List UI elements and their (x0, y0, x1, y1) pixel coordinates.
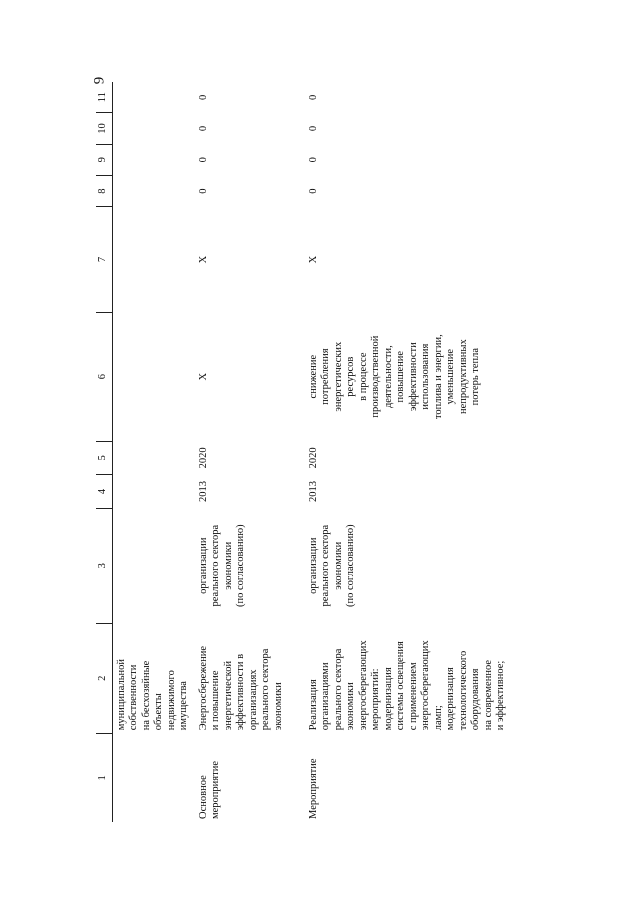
executor-cell (112, 508, 195, 623)
column-header: 2 (96, 623, 112, 733)
cell-line: использования (420, 343, 431, 410)
column-10-cell: 0 (307, 125, 319, 132)
cell-line: эффективности (407, 342, 419, 412)
start-year-cell: 2013 (307, 480, 319, 502)
measure-name-cell (195, 623, 305, 733)
cell-line: в процессе (357, 352, 369, 401)
column-10-cell: 0 (197, 125, 209, 132)
column-11-cell: 0 (197, 94, 209, 101)
cell-line: уменьшение (445, 348, 456, 405)
measure-type-cell: Мероприятие (307, 758, 319, 819)
cell-line: объекты (153, 693, 164, 731)
expected-result-cell (195, 312, 305, 441)
expected-result-cell (112, 312, 195, 441)
cell-line: производственной (370, 335, 381, 418)
column-header: 5 (96, 441, 112, 475)
table-row (112, 82, 195, 822)
cell-line: деятельности, (382, 345, 394, 409)
column-header: 7 (96, 207, 112, 313)
column-9-cell: 0 (197, 157, 209, 163)
cell-line: повышение (395, 350, 406, 403)
cell-line: системы освещения (395, 641, 406, 731)
cell-line: топлива и энергии, (432, 334, 444, 420)
column-10-cell (112, 113, 195, 144)
column-11-cell: 0 (307, 94, 319, 101)
measure-type-cell: Основное мероприятие (197, 761, 221, 819)
cell-line: снижение (307, 354, 319, 399)
page-number: 9 (91, 76, 108, 85)
cell-line: муниципальной (115, 659, 127, 731)
cell-line: имущества (178, 681, 189, 731)
cell-line: реального сектора (260, 648, 271, 731)
column-7-cell: Х (307, 255, 319, 264)
cell-line: организациях (247, 669, 259, 731)
column-header: 1 (96, 733, 112, 822)
column-8-cell (112, 175, 195, 206)
column-9-cell (112, 144, 195, 175)
cell-line: Реализация (307, 679, 319, 731)
cell-line: реального сектора (210, 524, 221, 607)
column-header: 9 (96, 144, 112, 175)
cell-line: потребления (320, 348, 331, 405)
cell-line: экономики (345, 682, 356, 731)
column-header: 4 (96, 475, 112, 509)
executor-cell (305, 508, 567, 623)
expected-result-cell (305, 312, 567, 441)
cell-line: потерь тепла (470, 347, 481, 406)
cell-line: собственности (128, 664, 139, 731)
cell-line: реального сектора (320, 524, 331, 607)
column-7-cell: Х (197, 255, 209, 264)
end-year-cell: 2020 (197, 447, 209, 469)
cell-line: оборудования (470, 668, 481, 731)
cell-line: мероприятий: (370, 668, 381, 731)
column-number-row (96, 82, 112, 822)
cell-line: ламп; (432, 705, 444, 731)
measure-name-cell (112, 623, 195, 733)
measure-type-cell (112, 733, 195, 822)
column-header: 11 (96, 82, 112, 113)
cell-line: эффективности в (235, 653, 246, 731)
cell-line: (по согласованию) (235, 524, 246, 607)
column-header: 6 (96, 312, 112, 441)
column-7-cell (112, 207, 195, 313)
measure-name-cell (305, 623, 567, 733)
column-header: 8 (96, 175, 112, 206)
cell-line: экономики (222, 541, 234, 590)
cell-line: ресурсов (345, 356, 356, 397)
cell-line: с применением (407, 662, 419, 731)
cell-line: технологического (457, 650, 469, 731)
cell-line: энергетической (222, 660, 234, 731)
cell-line: организациями (320, 662, 331, 731)
cell-line: энергосберегающих (420, 640, 431, 731)
cell-line: Энергосбережение (197, 646, 209, 731)
cell-line: Х (197, 372, 209, 381)
measures-table (96, 82, 567, 822)
cell-line: недвижимого (165, 670, 177, 731)
cell-line: энергетических (332, 341, 344, 412)
column-header: 10 (96, 113, 112, 144)
cell-line: (по согласованию) (345, 524, 356, 607)
cell-line: модернизация (445, 667, 456, 731)
executor-cell (195, 508, 305, 623)
column-9-cell: 0 (307, 157, 319, 163)
cell-line: на современное (482, 660, 494, 731)
column-8-cell: 0 (307, 188, 319, 194)
cell-line: экономики (272, 682, 284, 731)
cell-line: и эффективное; (495, 660, 506, 731)
start-year-cell (112, 475, 195, 509)
start-year-cell: 2013 (197, 480, 209, 502)
cell-line: и повышение (210, 670, 221, 731)
cell-line: на бесхозяйные (140, 660, 152, 731)
rotated-page-content (96, 82, 572, 822)
column-11-cell (112, 82, 195, 113)
end-year-cell: 2020 (307, 447, 319, 469)
cell-line: непродуктивных (457, 339, 469, 415)
end-year-cell (112, 441, 195, 475)
cell-line: реального сектора (332, 648, 344, 731)
cell-line: организации (307, 537, 319, 594)
cell-line: энергосберегающих (357, 640, 369, 731)
column-header: 3 (96, 508, 112, 623)
column-8-cell: 0 (197, 188, 209, 194)
cell-line: экономики (332, 541, 344, 590)
table-body (112, 82, 567, 822)
cell-line: модернизация (382, 667, 394, 731)
table-row (305, 82, 567, 822)
table-row (195, 82, 305, 822)
cell-line: организации (197, 537, 209, 594)
